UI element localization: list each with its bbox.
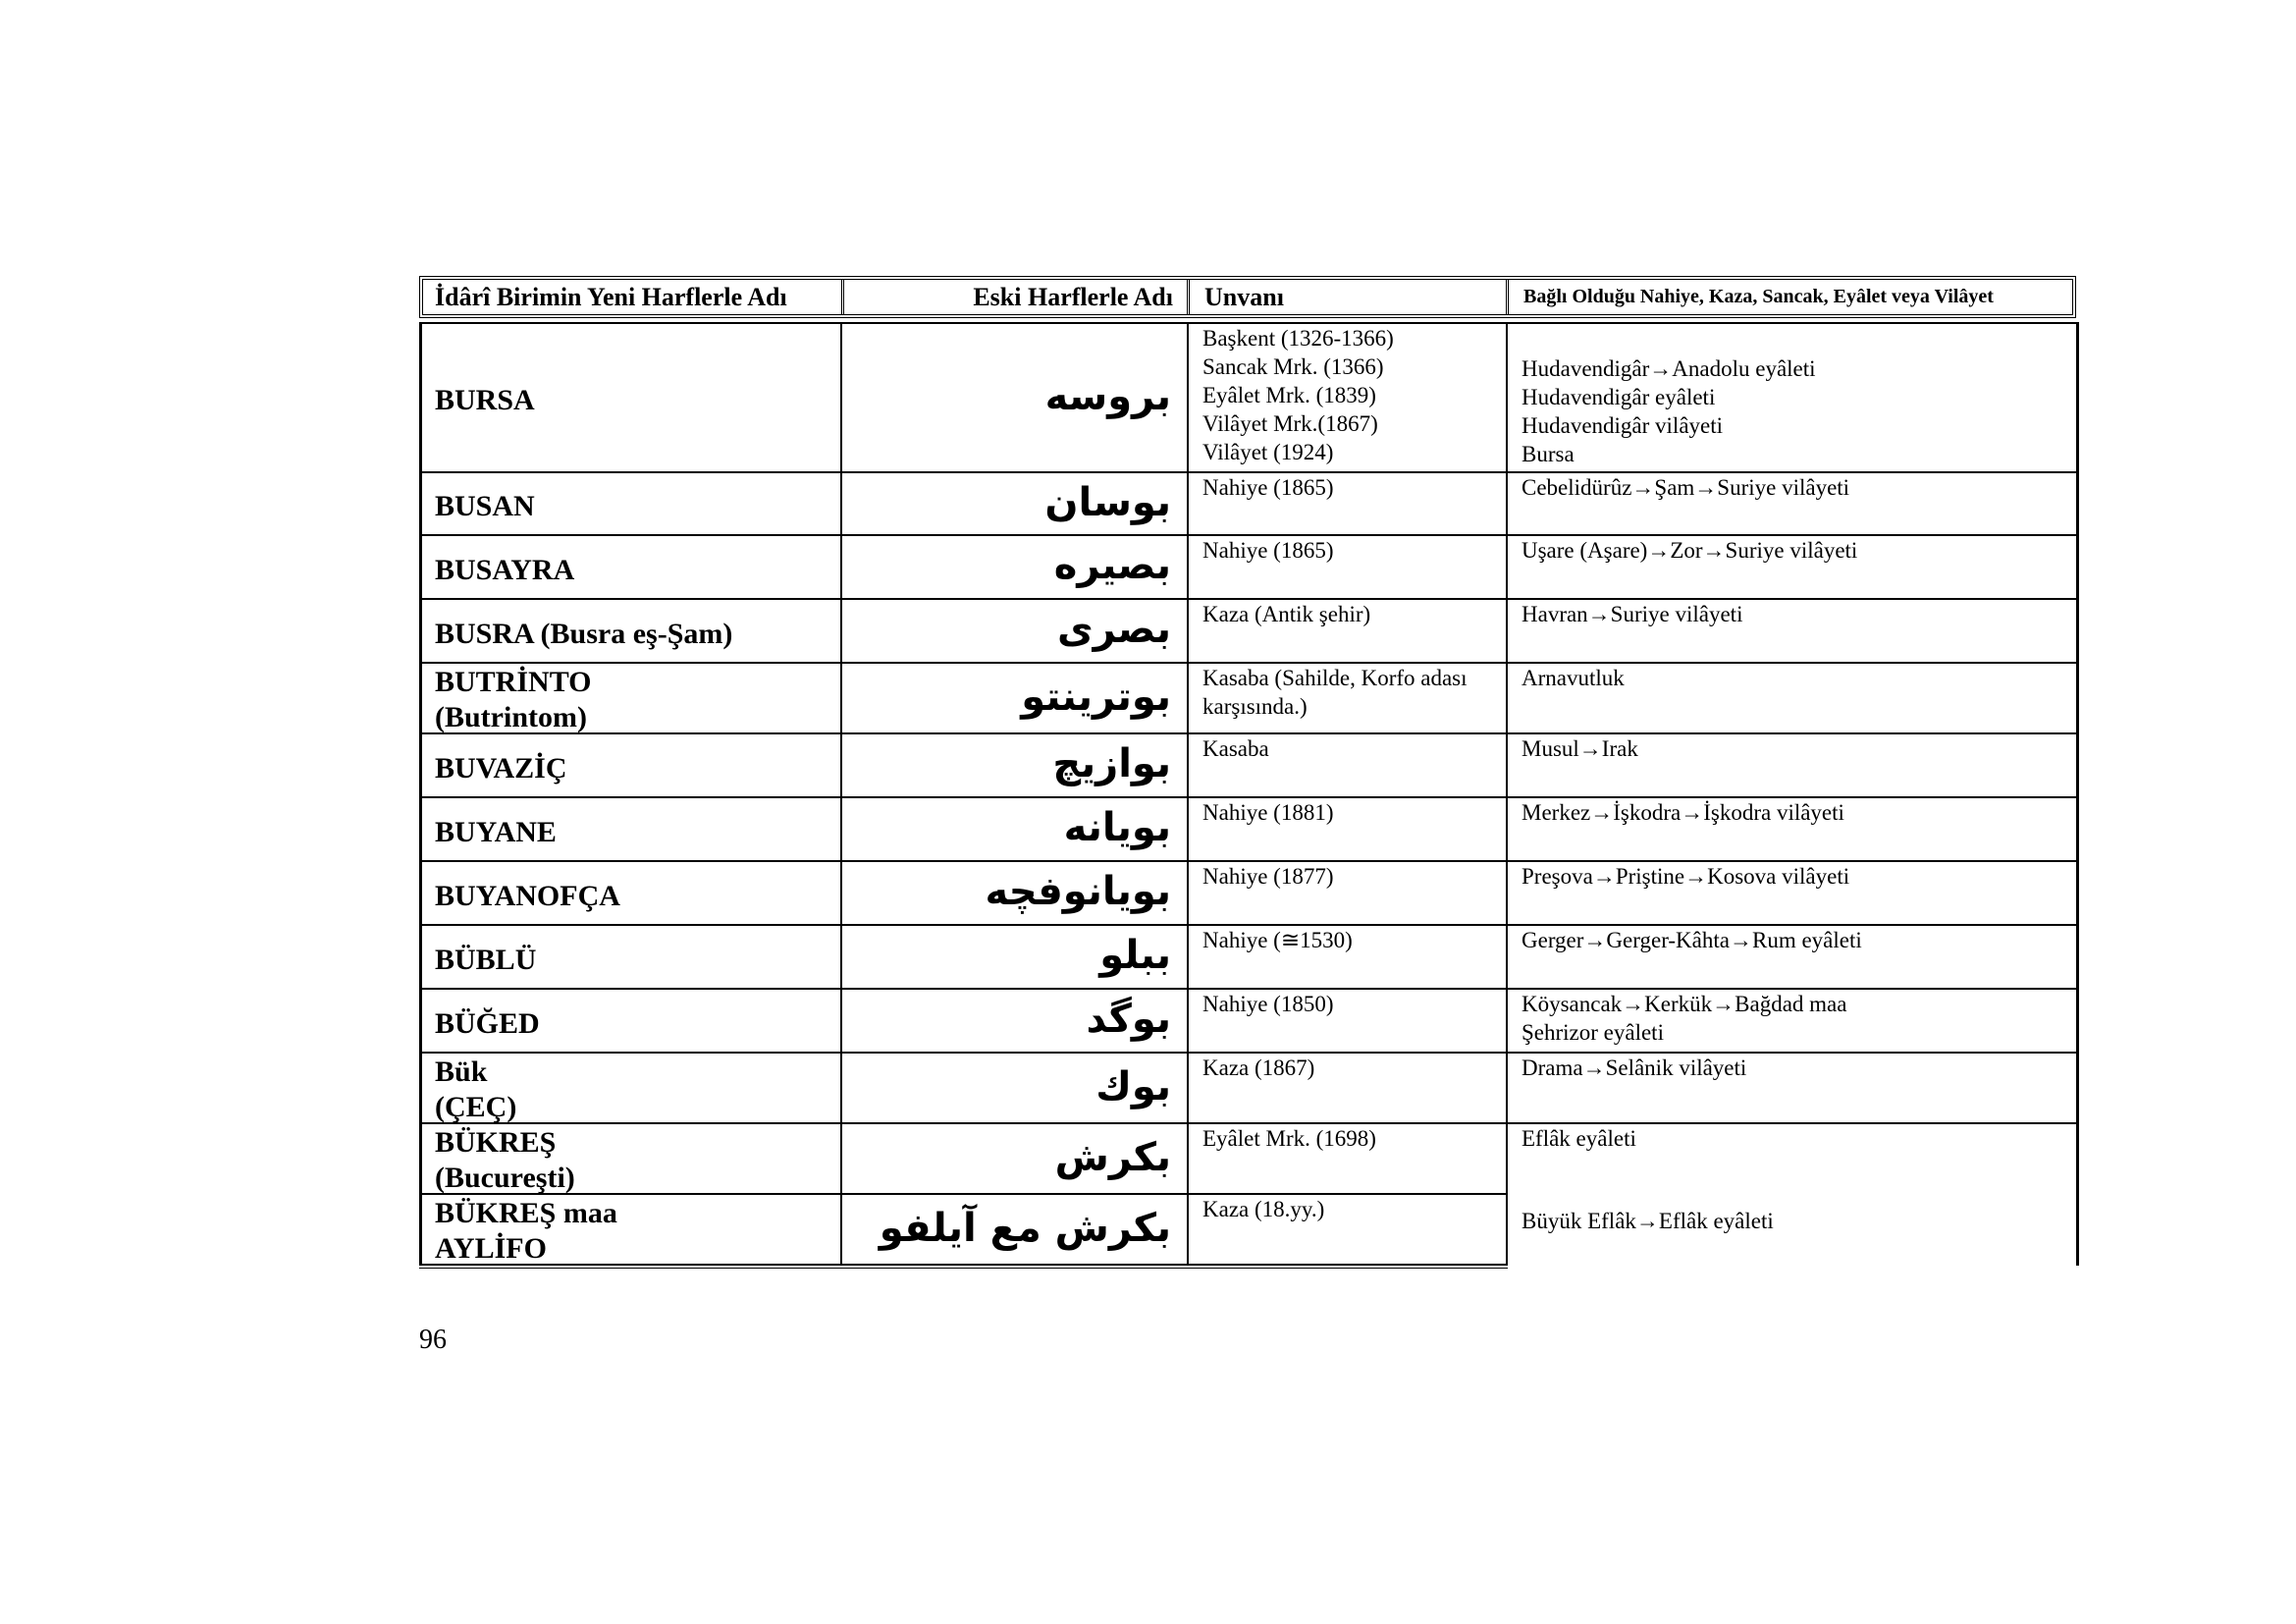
table-cell-arabic: بوك bbox=[1095, 1064, 1171, 1110]
affiliation-line: Eflâk eyâleti bbox=[1522, 1126, 1636, 1151]
table-cell-arabic: بكرش مع آيلفو bbox=[879, 1206, 1171, 1251]
title-line: Nahiye (1881) bbox=[1202, 800, 1334, 825]
table-cell-arabic: بوسان bbox=[1044, 480, 1171, 525]
affiliation-line: Cebelidürûz→Şam→Suriye vilâyeti bbox=[1522, 475, 1850, 500]
table-cell-arabic: ببلو bbox=[1099, 933, 1171, 978]
name-line: BUSAYRA bbox=[435, 554, 575, 586]
title-line: Kaza (1867) bbox=[1202, 1056, 1315, 1080]
affiliation-line: Köysancak→Kerkük→Bağdad maa bbox=[1522, 992, 1847, 1016]
table-cell-name bbox=[419, 662, 840, 732]
title-line: Sancak Mrk. (1366) bbox=[1202, 354, 1384, 379]
table-cell-title bbox=[1187, 1193, 1506, 1264]
title-line: Kasaba (Sahilde, Korfo adası bbox=[1202, 666, 1468, 690]
table-cell-affiliation bbox=[1506, 988, 2076, 1052]
title-line: Nahiye (1865) bbox=[1202, 475, 1334, 500]
table-cell-affiliation bbox=[1506, 662, 2076, 732]
title-line: Eyâlet Mrk. (1698) bbox=[1202, 1126, 1376, 1151]
title-line: Başkent (1326-1366) bbox=[1202, 326, 1394, 351]
title-line: Vilâyet (1924) bbox=[1202, 440, 1334, 464]
table-cell-arabic: بصيره bbox=[1053, 543, 1171, 588]
table-cell-title bbox=[1187, 732, 1506, 796]
table-cell-affiliation bbox=[1506, 1052, 2076, 1122]
name-line: BUSAN bbox=[435, 490, 535, 522]
table-cell-name bbox=[419, 1193, 840, 1264]
affiliation-line: Hudavendigâr vilâyeti bbox=[1522, 413, 1724, 438]
table-cell-arabic: بويانوفچه bbox=[985, 869, 1171, 914]
affiliation-line: Havran→Suriye vilâyeti bbox=[1522, 602, 1743, 626]
name-line: (Bucureşti) bbox=[435, 1162, 575, 1194]
name-line: (Butrintom) bbox=[435, 701, 587, 733]
table-cell-arabic: بروسه bbox=[1044, 374, 1171, 419]
table-cell-name bbox=[419, 1052, 840, 1122]
affiliation-line: Drama→Selânik vilâyeti bbox=[1522, 1056, 1747, 1080]
name-line: BÜĞED bbox=[435, 1007, 540, 1040]
table-cell-name bbox=[419, 924, 840, 988]
table-cell-title bbox=[1187, 322, 1506, 471]
table-cell-name bbox=[419, 534, 840, 598]
affiliation-line: Arnavutluk bbox=[1522, 666, 1625, 690]
table-header bbox=[419, 276, 2076, 318]
table-cell-name bbox=[419, 988, 840, 1052]
affiliation-line: Uşare (Aşare)→Zor→Suriye vilâyeti bbox=[1522, 538, 1858, 563]
table-cell-arabic: بكرش bbox=[1054, 1135, 1171, 1180]
table-cell-affiliation bbox=[1506, 598, 2076, 662]
title-line: karşısında.) bbox=[1202, 694, 1308, 719]
name-line: BUSRA (Busra eş-Şam) bbox=[435, 618, 733, 650]
title-line: Nahiye (1850) bbox=[1202, 992, 1334, 1016]
table-cell-name bbox=[419, 598, 840, 662]
table-cell-title bbox=[1187, 598, 1506, 662]
table-cell-affiliation bbox=[1506, 796, 2076, 860]
title-line: Eyâlet Mrk. (1839) bbox=[1202, 383, 1376, 407]
table-cell-title bbox=[1187, 988, 1506, 1052]
name-line: Bük bbox=[435, 1056, 488, 1088]
name-line: BUYANOFÇA bbox=[435, 880, 620, 912]
header-affiliation: Bağlı Olduğu Nahiye, Kaza, Sancak, Eyâlet veya Vilâyet bbox=[1523, 286, 1994, 307]
table-cell-title bbox=[1187, 534, 1506, 598]
header-title: Unvanı bbox=[1190, 280, 1509, 314]
name-line: BÜKREŞ maa bbox=[435, 1197, 617, 1229]
table-cell-title bbox=[1187, 1052, 1506, 1122]
table-cell-title bbox=[1187, 662, 1506, 732]
title-line: Vilâyet Mrk.(1867) bbox=[1202, 411, 1378, 436]
table-cell-name bbox=[419, 1122, 840, 1193]
header-name-new: İdârî Birimin Yeni Harflerle Adı bbox=[423, 280, 844, 314]
affiliation-line: Hudavendigâr→Anadolu eyâleti bbox=[1522, 356, 1816, 381]
table-cell-title bbox=[1187, 796, 1506, 860]
affiliation-line: Şehrizor eyâleti bbox=[1522, 1020, 1664, 1045]
table-cell-arabic: بوگد bbox=[1086, 997, 1171, 1042]
table-cell-title bbox=[1187, 924, 1506, 988]
table-cell-name bbox=[419, 322, 840, 471]
title-line: Kaza (Antik şehir) bbox=[1202, 602, 1371, 626]
table-cell-affiliation bbox=[1506, 322, 2076, 471]
table-cell-affiliation bbox=[1506, 732, 2076, 796]
name-line: (ÇEÇ) bbox=[435, 1091, 517, 1123]
table-cell-name bbox=[419, 732, 840, 796]
table-border-bottom-2 bbox=[419, 1268, 1508, 1269]
title-line: Nahiye (1865) bbox=[1202, 538, 1334, 563]
table-cell-name bbox=[419, 796, 840, 860]
table-cell-affiliation bbox=[1506, 1193, 2076, 1264]
name-line: AYLİFO bbox=[435, 1232, 547, 1265]
name-line: BUTRİNTO bbox=[435, 666, 592, 698]
page-number: 96 bbox=[419, 1325, 447, 1355]
name-line: BURSA bbox=[435, 384, 535, 416]
affiliation-line: Musul→Irak bbox=[1522, 736, 1638, 761]
affiliation-line: Merkez→İşkodra→İşkodra vilâyeti bbox=[1522, 800, 1844, 825]
name-line: BÜBLÜ bbox=[435, 944, 537, 976]
table-cell-arabic: بصرى bbox=[1057, 607, 1171, 652]
title-line: Kasaba bbox=[1202, 736, 1269, 761]
affiliation-line: Büyük Eflâk→Eflâk eyâleti bbox=[1522, 1209, 1774, 1233]
table-cell-title bbox=[1187, 1122, 1506, 1193]
title-line: Nahiye (1877) bbox=[1202, 864, 1334, 889]
table-cell-arabic: بوترينتو bbox=[1021, 675, 1171, 720]
name-line: BÜKREŞ bbox=[435, 1126, 557, 1159]
affiliation-line: Hudavendigâr eyâleti bbox=[1522, 385, 1716, 409]
affiliation-line: Gerger→Gerger-Kâhta→Rum eyâleti bbox=[1522, 928, 1862, 952]
table-cell-name bbox=[419, 860, 840, 924]
table-cell-affiliation bbox=[1506, 471, 2076, 534]
name-line: BUVAZİÇ bbox=[435, 752, 567, 785]
table-cell-name bbox=[419, 471, 840, 534]
table-cell-title bbox=[1187, 860, 1506, 924]
header-name-old: Eski Harflerle Adı bbox=[844, 280, 1190, 314]
table-cell-affiliation bbox=[1506, 860, 2076, 924]
table-cell-arabic: بوازيچ bbox=[1052, 741, 1171, 786]
title-line: Nahiye (≅1530) bbox=[1202, 928, 1353, 952]
table-cell-affiliation bbox=[1506, 1122, 2076, 1193]
affiliation-line: Bursa bbox=[1522, 442, 1575, 466]
table-cell-title bbox=[1187, 471, 1506, 534]
table-cell-arabic: بويانه bbox=[1063, 805, 1171, 850]
title-line: Kaza (18.yy.) bbox=[1202, 1197, 1325, 1221]
name-line: BUYANE bbox=[435, 816, 557, 848]
affiliation-line: Preşova→Priştine→Kosova vilâyeti bbox=[1522, 864, 1850, 889]
table-cell-affiliation bbox=[1506, 924, 2076, 988]
table-border-right bbox=[2076, 322, 2079, 1266]
table-cell-affiliation bbox=[1506, 534, 2076, 598]
